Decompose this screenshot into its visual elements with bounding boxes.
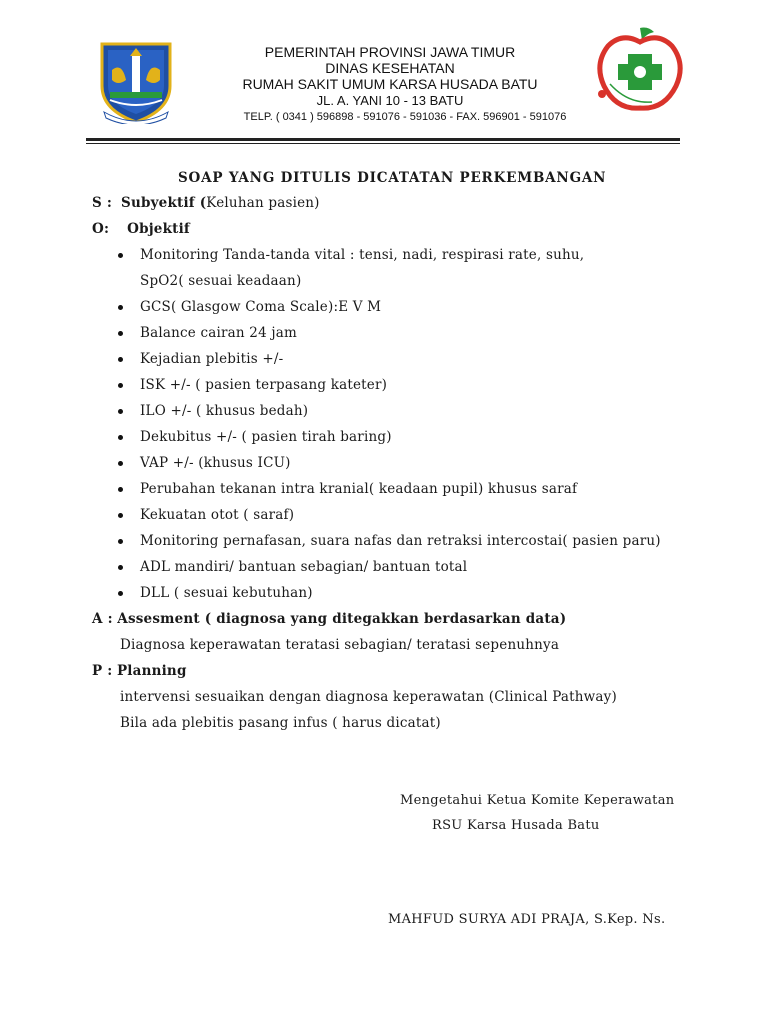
list-item: VAP +/- (khusus ICU) xyxy=(92,450,692,476)
objective-list xyxy=(92,242,692,606)
a-label: A : xyxy=(92,611,113,627)
a-text: Diagnosa keperawatan teratasi sebagian/ teratasi sepenuhnya xyxy=(120,637,560,653)
section-planning xyxy=(92,658,692,684)
list-item: Monitoring pernafasan, suara nafas dan retraksi intercostai( pasien paru) xyxy=(92,528,692,554)
list-item: ISK +/- ( pasien terpasang kateter) xyxy=(92,372,692,398)
document-title: SOAP YANG DITULIS DICATATAN PERKEMBANGAN xyxy=(178,170,607,186)
list-item: ILO +/- ( khusus bedah) xyxy=(92,398,692,424)
section-subjective xyxy=(92,190,692,216)
a-title: Assesment ( diagnosa yang ditegakkan berdasarkan data) xyxy=(117,611,567,627)
list-item: DLL ( sesuai kebutuhan) xyxy=(92,580,692,606)
header-address: JL. A. YANI 10 - 13 BATU xyxy=(316,93,464,108)
list-item: Balance cairan 24 jam xyxy=(92,320,692,346)
s-title: Subyektif ( xyxy=(121,195,207,211)
list-item: Dekubitus +/- ( pasien tirah baring) xyxy=(92,424,692,450)
s-text: Keluhan pasien) xyxy=(206,195,320,211)
letterhead-text xyxy=(150,44,630,125)
hospital-apple-cross-logo-icon xyxy=(588,24,692,116)
p-label: P : xyxy=(92,663,113,679)
p-line: intervensi sesuaikan dengan diagnosa keperawatan (Clinical Pathway) xyxy=(120,689,617,705)
list-item: Kejadian plebitis +/- xyxy=(92,346,692,372)
document-body xyxy=(92,166,692,736)
letterhead xyxy=(0,0,768,140)
header-hospital-name: RUMAH SAKIT UMUM KARSA HUSADA BATU xyxy=(242,76,538,92)
signature-institution: RSU Karsa Husada Batu xyxy=(432,818,600,833)
s-label: S : xyxy=(92,195,113,211)
list-item: Perubahan tekanan intra kranial( keadaan pupil) khusus saraf xyxy=(92,476,692,502)
header-rule-thick xyxy=(86,138,680,141)
p-title: Planning xyxy=(116,663,187,679)
section-objective xyxy=(92,216,692,242)
o-title: Objektif xyxy=(127,221,190,237)
list-item: ADL mandiri/ bantuan sebagian/ bantuan total xyxy=(92,554,692,580)
header-contact: TELP. ( 0341 ) 596898 - 591076 - 591036 - FAX. 596901 - 591076 xyxy=(243,111,567,123)
header-government: PEMERINTAH PROVINSI JAWA TIMUR xyxy=(264,44,516,60)
header-rule-thin xyxy=(86,143,680,144)
section-assessment xyxy=(92,606,692,632)
list-item: GCS( Glasgow Coma Scale):E V M xyxy=(92,294,692,320)
o-label: O: xyxy=(92,221,110,237)
signature-acknowledgement: Mengetahui Ketua Komite Keperawatan xyxy=(400,793,675,808)
p-line: Bila ada plebitis pasang infus ( harus dicatat) xyxy=(120,715,441,731)
list-item: Kekuatan otot ( saraf) xyxy=(92,502,692,528)
list-item: Monitoring Tanda-tanda vital : tensi, nadi, respirasi rate, suhu, SpO2( sesuai keadaan) xyxy=(92,242,692,294)
signature-name: MAHFUD SURYA ADI PRAJA, S.Kep. Ns. xyxy=(388,912,666,927)
header-department: DINAS KESEHATAN xyxy=(325,60,455,76)
